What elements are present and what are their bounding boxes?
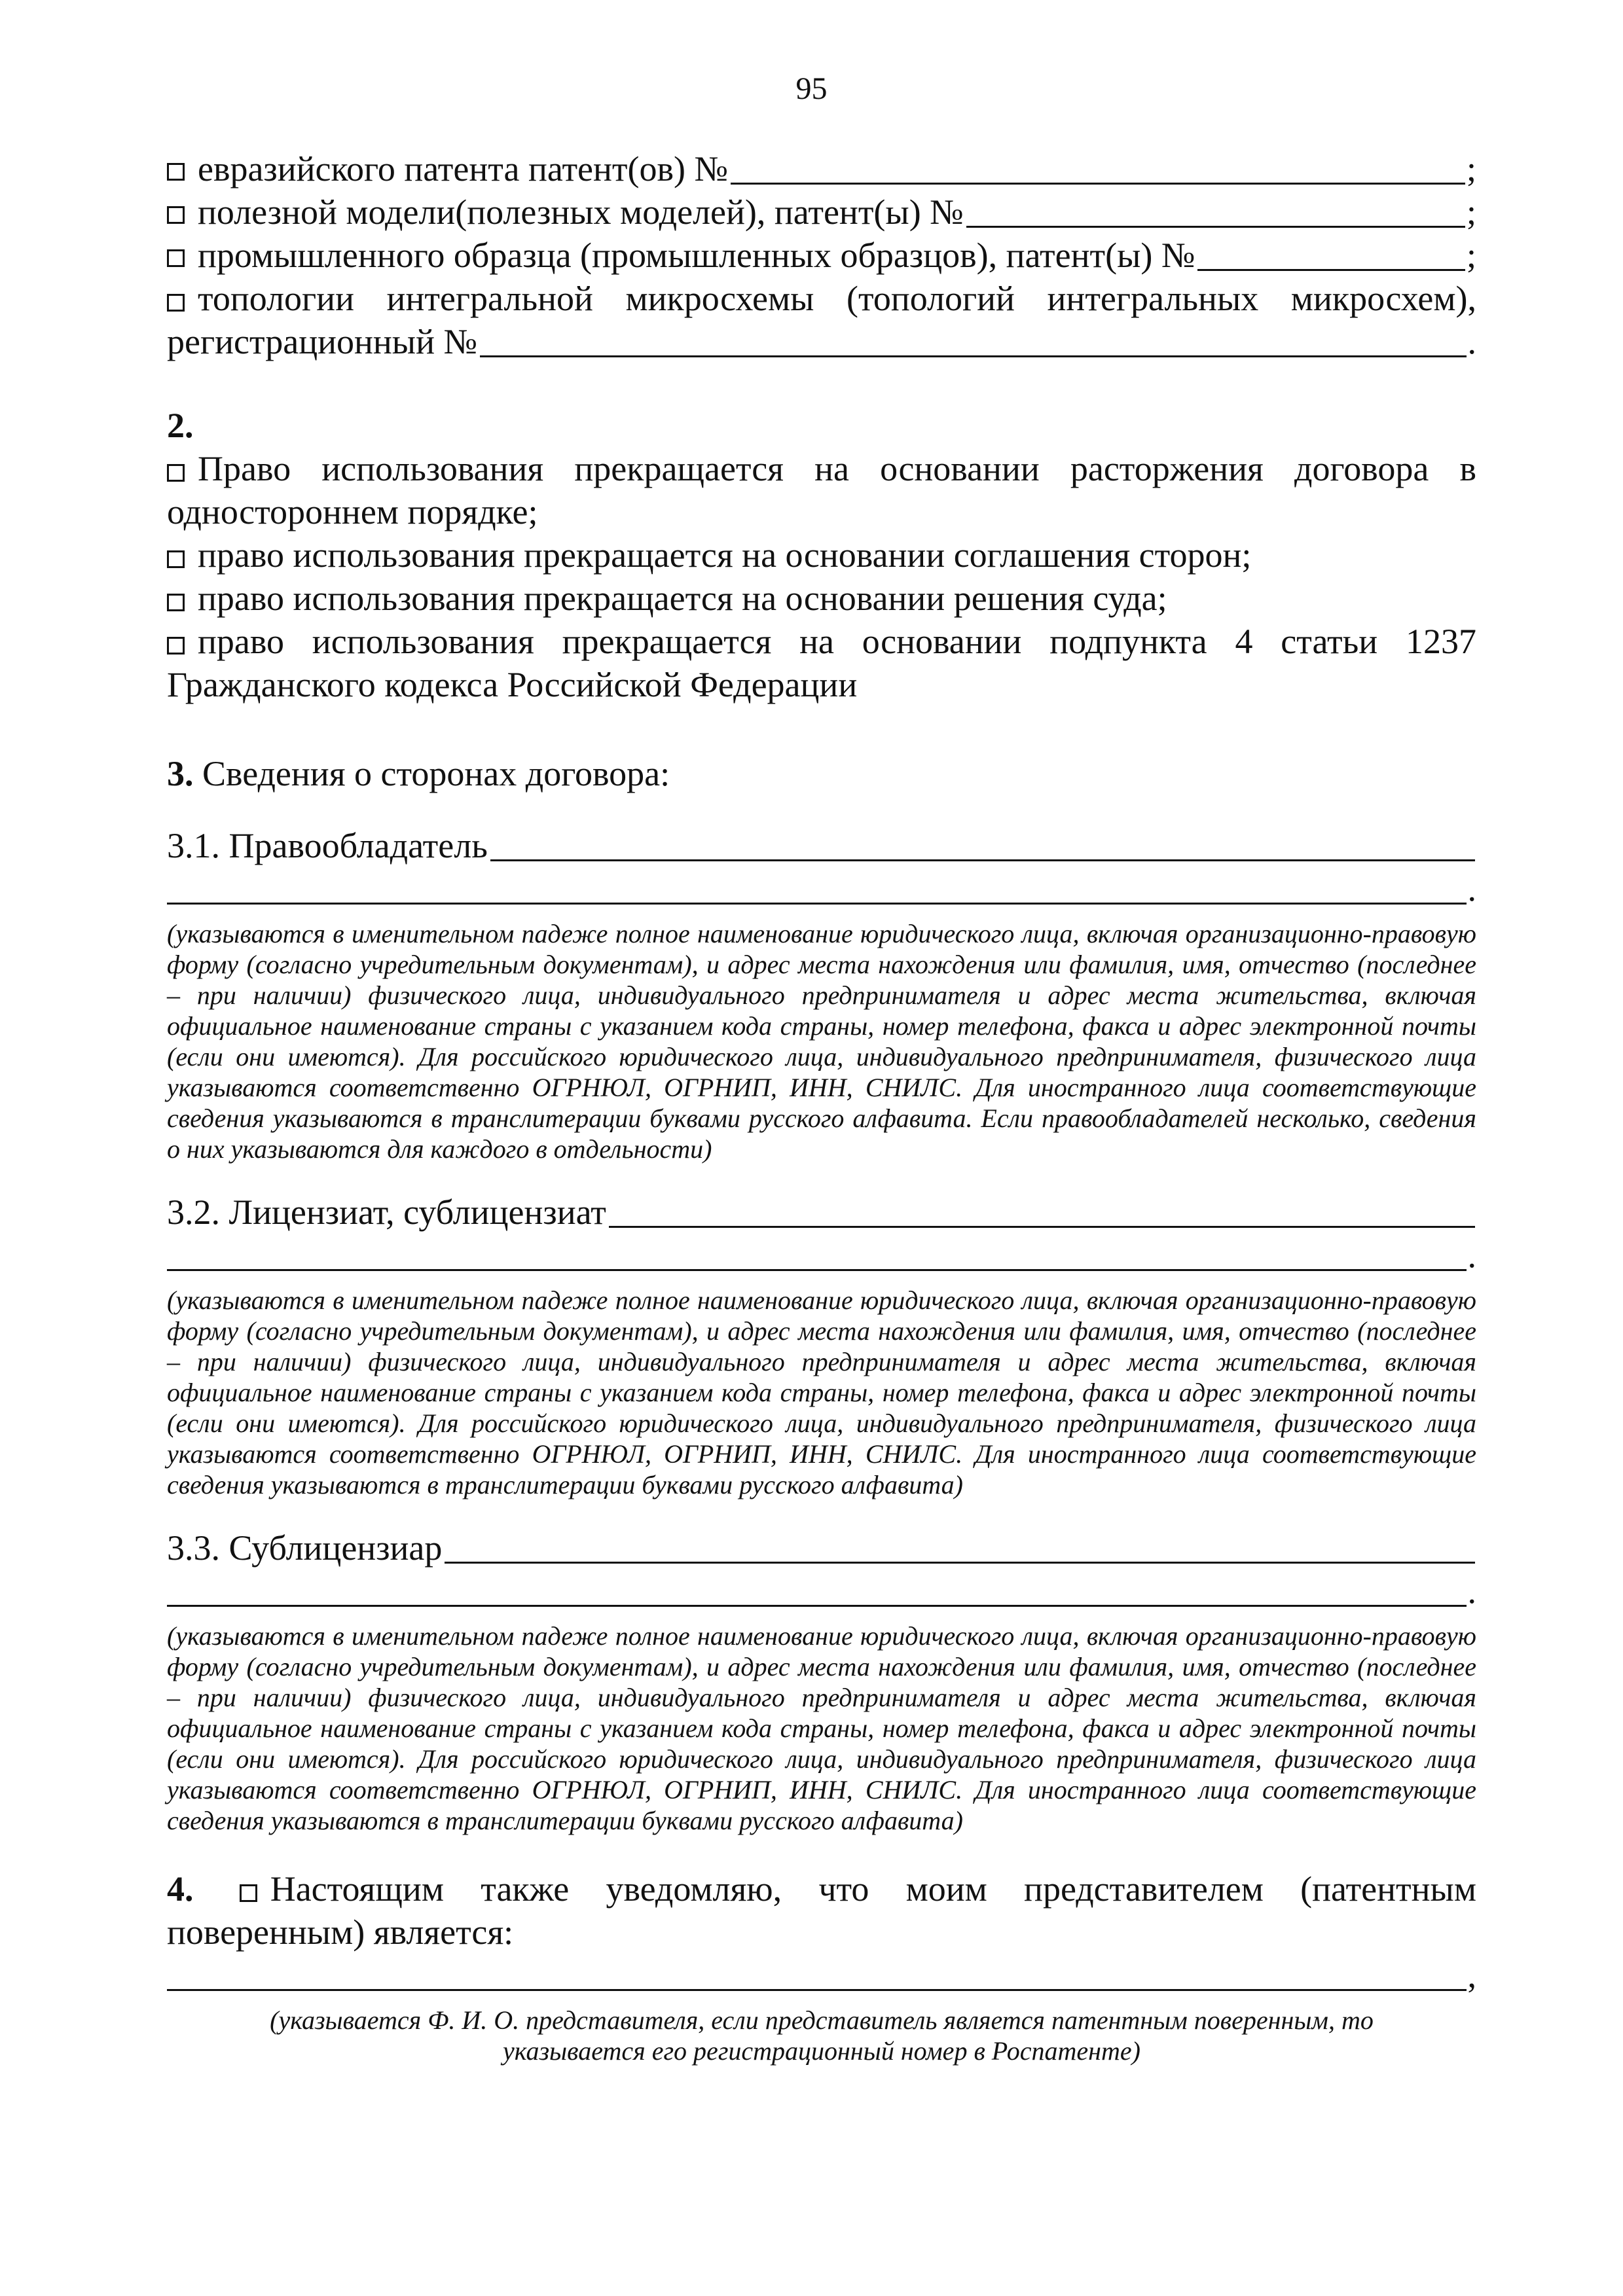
topology-row	[167, 277, 1476, 320]
topology-reg-label: регистрационный №	[167, 322, 478, 361]
licensee-label: 3.2. Лицензиат, сублицензиат	[167, 1193, 606, 1232]
licensee-field-line2[interactable]	[167, 1268, 1467, 1271]
punctuation: .	[1467, 869, 1476, 908]
termination-unilateral-text-cont: одностороннем порядке;	[167, 492, 538, 531]
holder-label: 3.1. Правообладатель	[167, 826, 488, 865]
representative-instructions-line1: (указывается Ф. И. О. представителя, если представитель является патентным поверенным, то	[270, 2005, 1374, 2035]
holder-field[interactable]	[490, 859, 1475, 861]
termination-unilateral-checkbox[interactable]	[167, 464, 185, 482]
industrial-design-number-field[interactable]	[1197, 268, 1465, 271]
holder-row	[167, 824, 1476, 867]
industrial-design-label: промышленного образца (промышленных образцов), патент(ы) №	[198, 236, 1195, 275]
representative-instructions	[167, 2005, 1476, 2066]
representative-name-row	[167, 1954, 1476, 1997]
termination-agreement-row	[167, 533, 1476, 577]
termination-article-checkbox[interactable]	[167, 637, 185, 655]
termination-article-text-cont: Гражданского кодекса Российской Федерации	[167, 665, 858, 704]
topology-checkbox[interactable]	[167, 294, 185, 312]
holder-instructions: (указываются в именительном падеже полное наименование юридического лица, включая организационно-правовую форму (согласно учредительным документам), и адрес места нахождения или фамилия, имя, отчество (последнее – при наличии) физического лица, индивидуального предпринимателя и адрес места жительства, включая официальное наименование страны с указанием кода страны, номер телефона, факса и адрес электронной почты (если они имеются). Для российского юридического лица, индивидуального предпринимателя, физического лица указываются соответственно ОГРНЮЛ, ОГРНИП, ИНН, СНИЛС. Для иностранного лица соответствующие сведения указываются в транслитерации буквами русского алфавита. Если правообладателей несколько, сведения о них указываются для каждого в отдельности)	[167, 919, 1476, 1164]
termination-agreement-text: право использования прекращается на основании соглашения сторон;	[198, 535, 1252, 575]
punctuation: .	[1467, 322, 1476, 361]
termination-unilateral-text: Право использования прекращается на основании расторжения договора в	[198, 449, 1476, 488]
topology-reg-row	[167, 320, 1476, 363]
termination-court-checkbox[interactable]	[167, 594, 185, 611]
representative-instructions-line2: указывается его регистрационный номер в Роспатенте)	[502, 2036, 1140, 2066]
utility-model-label: полезной модели(полезных моделей), патент(ы) №	[198, 192, 964, 232]
eurasian-patent-label: евразийского патента патент(ов) №	[198, 149, 728, 188]
punctuation: ,	[1467, 1956, 1476, 1995]
termination-article-text: право использования прекращается на основании подпункта 4 статьи 1237	[198, 622, 1476, 661]
termination-court-text: право использования прекращается на основании решения суда;	[198, 579, 1167, 618]
representative-checkbox[interactable]	[240, 1884, 257, 1902]
representative-text: Настоящим также уведомляю, что моим представителем (патентным	[270, 1869, 1477, 1909]
sublicensor-field-line2[interactable]	[167, 1604, 1467, 1607]
holder-row-2	[167, 867, 1476, 910]
punctuation: ;	[1466, 236, 1476, 275]
holder-field-line2[interactable]	[167, 902, 1467, 905]
industrial-design-row	[167, 234, 1476, 277]
licensee-field[interactable]	[609, 1225, 1475, 1228]
document-body	[167, 147, 1476, 2066]
representative-text-cont: поверенным) является:	[167, 1912, 514, 1952]
punctuation: ;	[1466, 149, 1476, 188]
section-4-number: 4.	[167, 1869, 194, 1909]
eurasian-patent-checkbox[interactable]	[167, 163, 185, 181]
eurasian-patent-row	[167, 147, 1476, 190]
licensee-instructions: (указываются в именительном падеже полное наименование юридического лица, включая организационно-правовую форму (согласно учредительным документам), и адрес места нахождения или фамилия, имя, отчество (последнее – при наличии) физического лица, индивидуального предпринимателя и адрес места жительства, включая официальное наименование страны с указанием кода страны, номер телефона, факса и адрес электронной почты (если они имеются). Для российского юридического лица, индивидуального предпринимателя, физического лица указываются соответственно ОГРНЮЛ, ОГРНИП, ИНН, СНИЛС. Для иностранного лица соответствующие сведения указываются в транслитерации буквами русского алфавита)	[167, 1285, 1476, 1499]
section-3-number: 3.	[167, 754, 194, 793]
punctuation: .	[1467, 1571, 1476, 1611]
industrial-design-checkbox[interactable]	[167, 249, 185, 267]
licensee-row-2	[167, 1234, 1476, 1277]
utility-model-checkbox[interactable]	[167, 206, 185, 224]
sublicensor-field[interactable]	[445, 1561, 1475, 1564]
eurasian-patent-number-field[interactable]	[731, 182, 1465, 185]
representative-row	[167, 1867, 1476, 1910]
section-2-number: 2.	[167, 406, 194, 445]
section-3-heading	[167, 752, 1476, 795]
topology-reg-number-field[interactable]	[480, 355, 1466, 357]
sublicensor-instructions: (указываются в именительном падеже полное наименование юридического лица, включая организационно-правовую форму (согласно учредительным документам), и адрес места нахождения или фамилия, имя, отчество (последнее – при наличии) физического лица, индивидуального предпринимателя и адрес места жительства, включая официальное наименование страны с указанием кода страны, номер телефона, факса и адрес электронной почты (если они имеются). Для российского юридического лица, индивидуального предпринимателя, физического лица указываются соответственно ОГРНЮЛ, ОГРНИП, ИНН, СНИЛС. Для иностранного лица соответствующие сведения указываются в транслитерации буквами русского алфавита)	[167, 1621, 1476, 1835]
sublicensor-row	[167, 1526, 1476, 1570]
termination-court-row	[167, 577, 1476, 620]
utility-model-row	[167, 190, 1476, 234]
topology-label: топологии интегральной микросхемы (топологий интегральных микросхем),	[198, 279, 1476, 318]
punctuation: .	[1467, 1236, 1476, 1275]
termination-unilateral-row	[167, 447, 1476, 490]
termination-article-row	[167, 620, 1476, 663]
termination-agreement-checkbox[interactable]	[167, 550, 185, 568]
punctuation: ;	[1466, 192, 1476, 232]
utility-model-number-field[interactable]	[966, 225, 1465, 228]
representative-name-field[interactable]	[167, 1988, 1467, 1991]
sublicensor-row-2	[167, 1570, 1476, 1613]
licensee-row	[167, 1191, 1476, 1234]
page-number: 95	[795, 71, 828, 106]
sublicensor-label: 3.3. Сублицензиар	[167, 1528, 443, 1568]
section-3-title: Сведения о сторонах договора:	[202, 754, 670, 793]
